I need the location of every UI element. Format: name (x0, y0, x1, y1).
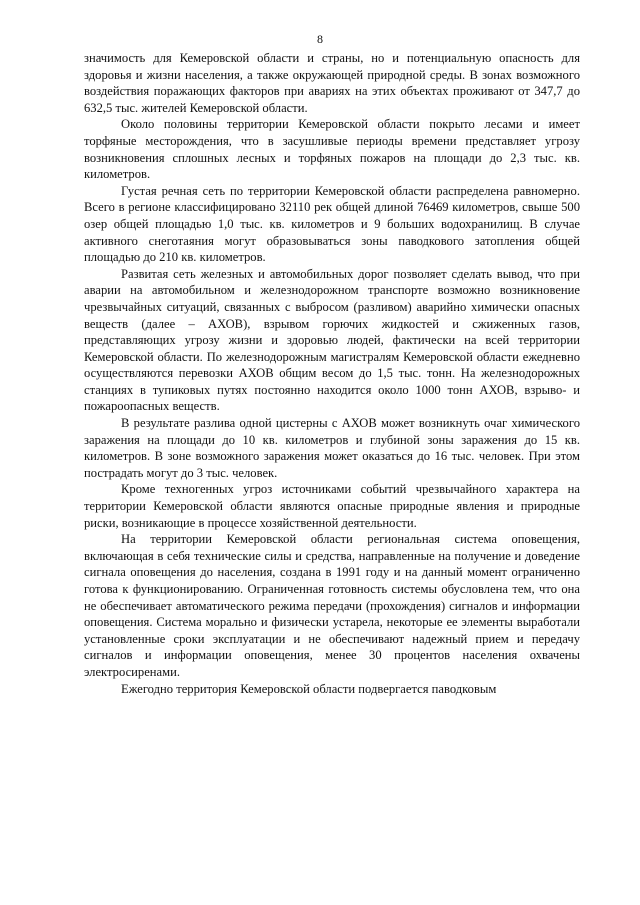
paragraph: Кроме техногенных угроз источниками событий чрезвычайного характера на территории Кемеровской области являются опасные природные явления и природные риски, возникающие в процессе хозяйственной деятельности. (84, 482, 580, 530)
paragraph: Около половины территории Кемеровской области покрыто лесами и имеет торфяные месторождения, что в засушливые периоды времени представляет угрозу возникновения сплошных лесных и торфяных пожаров на площади до 2,3 тыс. кв. километров. (84, 117, 580, 182)
paragraph: значимость для Кемеровской области и страны, но и потенциальную опасность для здоровья и жизни населения, а также окружающей природной среды. В зонах возможного воздействия поражающих факторов при авариях на этих объектах проживают от 347,7 до 632,5 тыс. жителей Кемеровской области. (84, 51, 580, 115)
body-text (84, 50, 580, 697)
paragraph: В результате разлива одной цистерны с АХОВ может возникнуть очаг химического заражения на площади до 10 кв. километров и глубиной зоны заражения до 15 кв. километров. В зоне возможного заражения может оказаться до 16 тыс. человек. При этом пострадать могут до 3 тыс. человек. (84, 416, 580, 480)
paragraph: Густая речная сеть по территории Кемеровской области распределена равномерно. Всего в регионе классифицировано 32110 рек общей длиной 76469 километров, свыше 500 озер общей площадью 1,0 тыс. кв. километров и 9 больших водохранилищ. В случае активного снеготаяния могут образовываться зоны паводкового затопления общей площадью до 210 кв. километров. (84, 183, 580, 265)
paragraph: На территории Кемеровской области региональная система оповещения, включающая в себя технические силы и средства, направленные на получение и доведение сигнала оповещения до населения, создана в 1991 году и на данный момент ограниченно готова к функционированию. Ограниченная готовность системы обусловлена тем, что она не обеспечивает автоматического режима передачи (прохождения) сигналов и информации оповещения. Система морально и физически устарела, некоторые ее элементы выработали установленные сроки эксплуатации и не обеспечивают надежный прием и передачу сигналов и информации оповещения, менее 30 процентов населения охвачены электросиренами. (84, 532, 580, 679)
paragraph: Развитая сеть железных и автомобильных дорог позволяет сделать вывод, что при аварии на автомобильном и железнодорожном транспорте возможно возникновение чрезвычайных ситуаций, связанных с выбросом (разливом) аварийно химически опасных веществ (далее – АХОВ), взрывом горючих жидкостей и сжиженных газов, представляющих угрозу жизни и здоровью людей, фактически на всей территории Кемеровской области. По железнодорожным магистралям Кемеровской области ежедневно осуществляются перевозки АХОВ общим весом до 1,5 тыс. тонн. На железнодорожных станциях в тупиковых путях постоянно находится около 1000 тонн АХОВ, взрыво- и пожароопасных веществ. (84, 266, 580, 414)
paragraph: Ежегодно территория Кемеровской области подвергается паводковым (121, 681, 497, 696)
page-number: 8 (317, 32, 323, 46)
